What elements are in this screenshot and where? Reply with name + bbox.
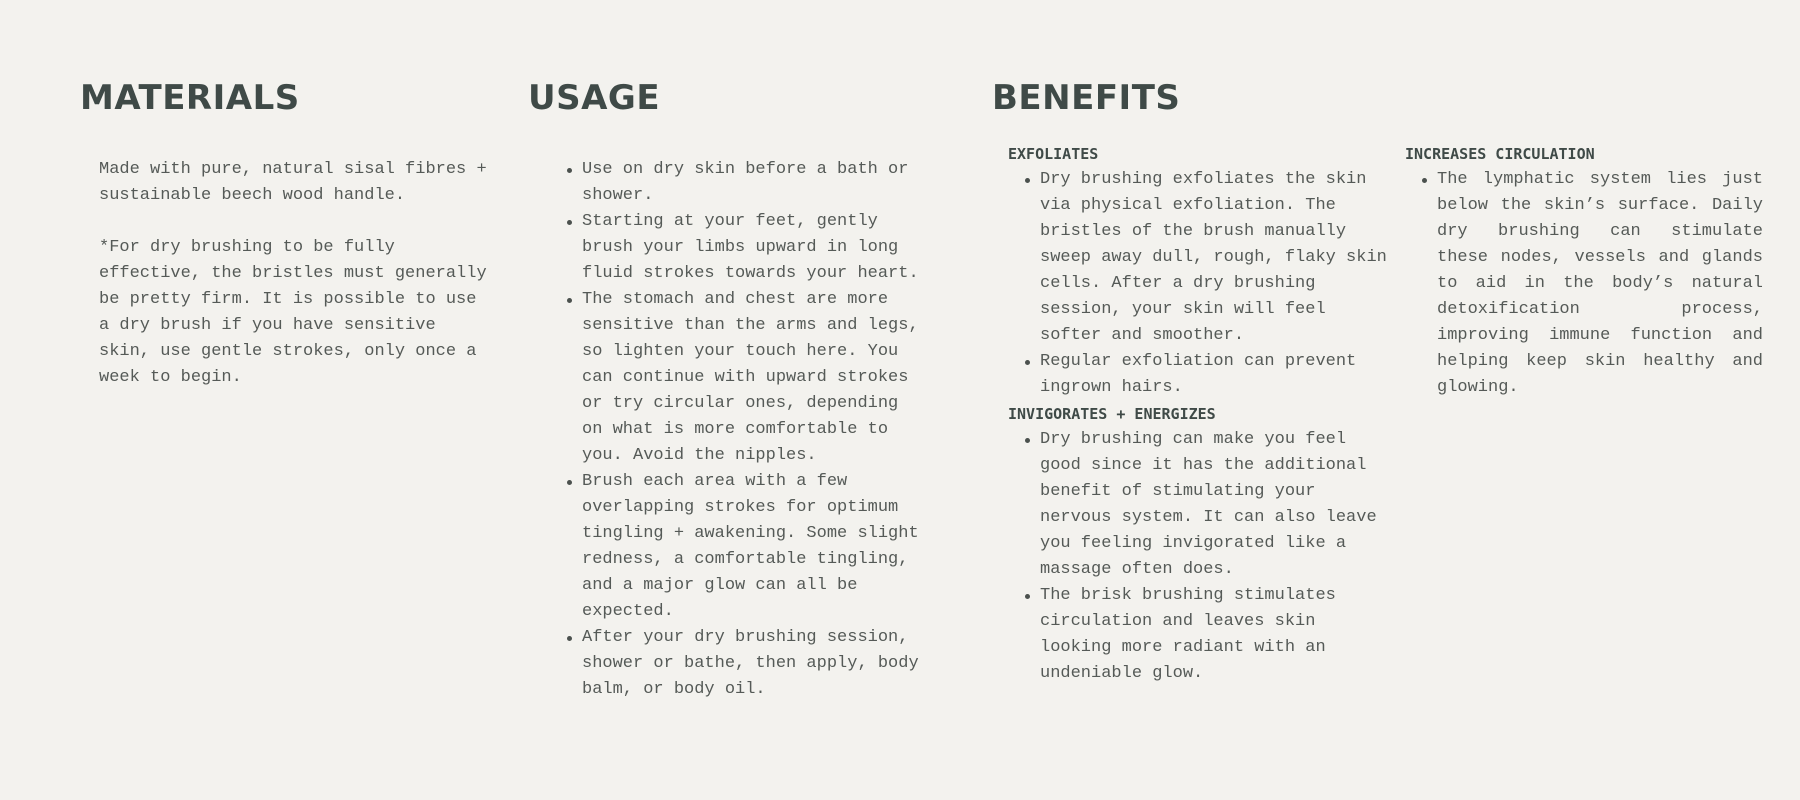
list-item: Use on dry skin before a bath or shower. <box>582 157 922 209</box>
materials-note: *For dry brushing to be fully effective, the bristles must generally be pretty firm. It is possible to use a dry brush if you have sensitive skin, use gentle strokes, only once a week to begin. <box>99 238 487 387</box>
benefits-heading: BENEFITS <box>992 78 1181 118</box>
exfoliates-list <box>1040 167 1388 401</box>
materials-section <box>99 157 494 391</box>
list-item: Regular exfoliation can prevent ingrown hairs. <box>1040 349 1388 401</box>
list-item: The lymphatic system lies just below the skin’s surface. Daily dry brushing can stimulate these nodes, vessels and glands to aid in the body’s natural detoxification process, improving immune function and helping keep skin healthy and glowing. <box>1437 167 1763 401</box>
benefits-right-column <box>1405 141 1763 401</box>
list-item: Dry brushing exfoliates the skin via physical exfoliation. The bristles of the brush manually sweep away dull, rough, flaky skin cells. After a dry brushing session, your skin will feel softer and smoother. <box>1040 167 1388 349</box>
list-item: After your dry brushing session, shower or bathe, then apply, body balm, or body oil. <box>582 625 922 703</box>
materials-paragraph: Made with pure, natural sisal fibres + sustainable beech wood handle. <box>99 160 487 205</box>
invigorates-subheading: INVIGORATES + ENERGIZES <box>1008 405 1216 423</box>
invigorates-list <box>1040 427 1388 687</box>
list-item: Starting at your feet, gently brush your limbs upward in long fluid strokes towards your heart. <box>582 209 922 287</box>
circulation-list <box>1437 167 1763 401</box>
list-item: The stomach and chest are more sensitive than the arms and legs, so lighten your touch here. You can continue with upward strokes or try circular ones, depending on what is more comfortable to you. Avoid the nipples. <box>582 287 922 469</box>
materials-heading: MATERIALS <box>80 78 300 118</box>
usage-section <box>582 157 922 703</box>
list-item: The brisk brushing stimulates circulation and leaves skin looking more radiant with an undeniable glow. <box>1040 583 1388 687</box>
usage-heading: USAGE <box>528 78 661 118</box>
list-item: Brush each area with a few overlapping strokes for optimum tingling + awakening. Some slight redness, a comfortable tingling, and a major glow can all be expected. <box>582 469 922 625</box>
circulation-subheading: INCREASES CIRCULATION <box>1405 145 1595 163</box>
benefits-left-column <box>1008 141 1388 687</box>
list-item: Dry brushing can make you feel good since it has the additional benefit of stimulating your nervous system. It can also leave you feeling invigorated like a massage often does. <box>1040 427 1388 583</box>
usage-list <box>582 157 922 703</box>
exfoliates-subheading: EXFOLIATES <box>1008 145 1099 163</box>
